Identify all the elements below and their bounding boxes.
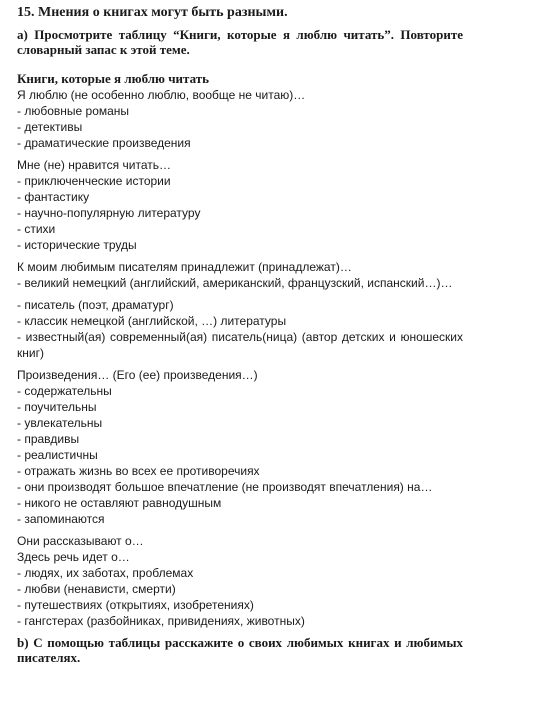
block-lead: Произведения… (Его (ее) произведения…): [17, 368, 258, 382]
list-item: - запоминаются: [17, 512, 105, 526]
list-item: - любовные романы: [17, 104, 130, 118]
list-item: Здесь речь идет о…: [17, 550, 130, 564]
list-item: - они производят большое впечатление (не производят впечатления) на…: [17, 480, 433, 494]
block-lead: К моим любимым писателям принадлежит (принадлежат)…: [17, 260, 352, 274]
list-item: - известный(ая) современный(ая) писатель(ница) (автор детских и юношеских книг): [17, 330, 463, 360]
list-item: - исторические труды: [17, 238, 137, 252]
block-lead: Они рассказывают о…: [17, 534, 144, 548]
list-item: - любви (ненависти, смерти): [17, 582, 176, 596]
list-item: - стихи: [17, 222, 56, 236]
list-item: - поучительны: [17, 400, 97, 414]
block-like-reading: [17, 87, 463, 151]
list-item: - содержательны: [17, 384, 112, 398]
list-item: - классик немецкой (английской, …) литературы: [17, 314, 287, 328]
list-item: - великий немецкий (английский, американский, французский, испанский…)…: [17, 276, 453, 290]
list-item: - приключенческие истории: [17, 174, 171, 188]
block-works: [17, 367, 463, 527]
task-b-instruction: b) С помощью таблицы расскажите о своих любимых книгах и любимых писателях.: [17, 635, 463, 665]
textbook-page: [17, 4, 463, 665]
list-item: - реалистичны: [17, 448, 98, 462]
table-heading: Книги, которые я люблю читать: [17, 71, 210, 86]
list-item: - путешествиях (открытиях, изобретениях): [17, 598, 254, 612]
block-topics: [17, 533, 463, 629]
list-item: - детективы: [17, 120, 83, 134]
block-genres: [17, 157, 463, 253]
block-favorite-writers: [17, 259, 463, 291]
list-item: - научно-популярную литературу: [17, 206, 201, 220]
list-item: - драматические произведения: [17, 136, 191, 150]
block-lead: Мне (не) нравится читать…: [17, 158, 171, 172]
list-item: - отражать жизнь во всех ее противоречиях: [17, 464, 260, 478]
block-writer-types: [17, 297, 463, 361]
list-item: - писатель (поэт, драматург): [17, 298, 174, 312]
task-a-instruction: а) Просмотрите таблицу “Книги, которые я люблю читать”. Повторите словарный запас к этой теме.: [17, 27, 463, 57]
block-lead: Я люблю (не особенно люблю, вообще не читаю)…: [17, 88, 306, 102]
list-item: - фантастику: [17, 190, 90, 204]
list-item: - людях, их заботах, проблемах: [17, 566, 194, 580]
exercise-title: 15. Мнения о книгах могут быть разными.: [17, 5, 288, 20]
list-item: - увлекательны: [17, 416, 103, 430]
list-item: - никого не оставляют равнодушным: [17, 496, 222, 510]
list-item: - гангстерах (разбойниках, привидениях, животных): [17, 614, 305, 628]
list-item: - правдивы: [17, 432, 80, 446]
